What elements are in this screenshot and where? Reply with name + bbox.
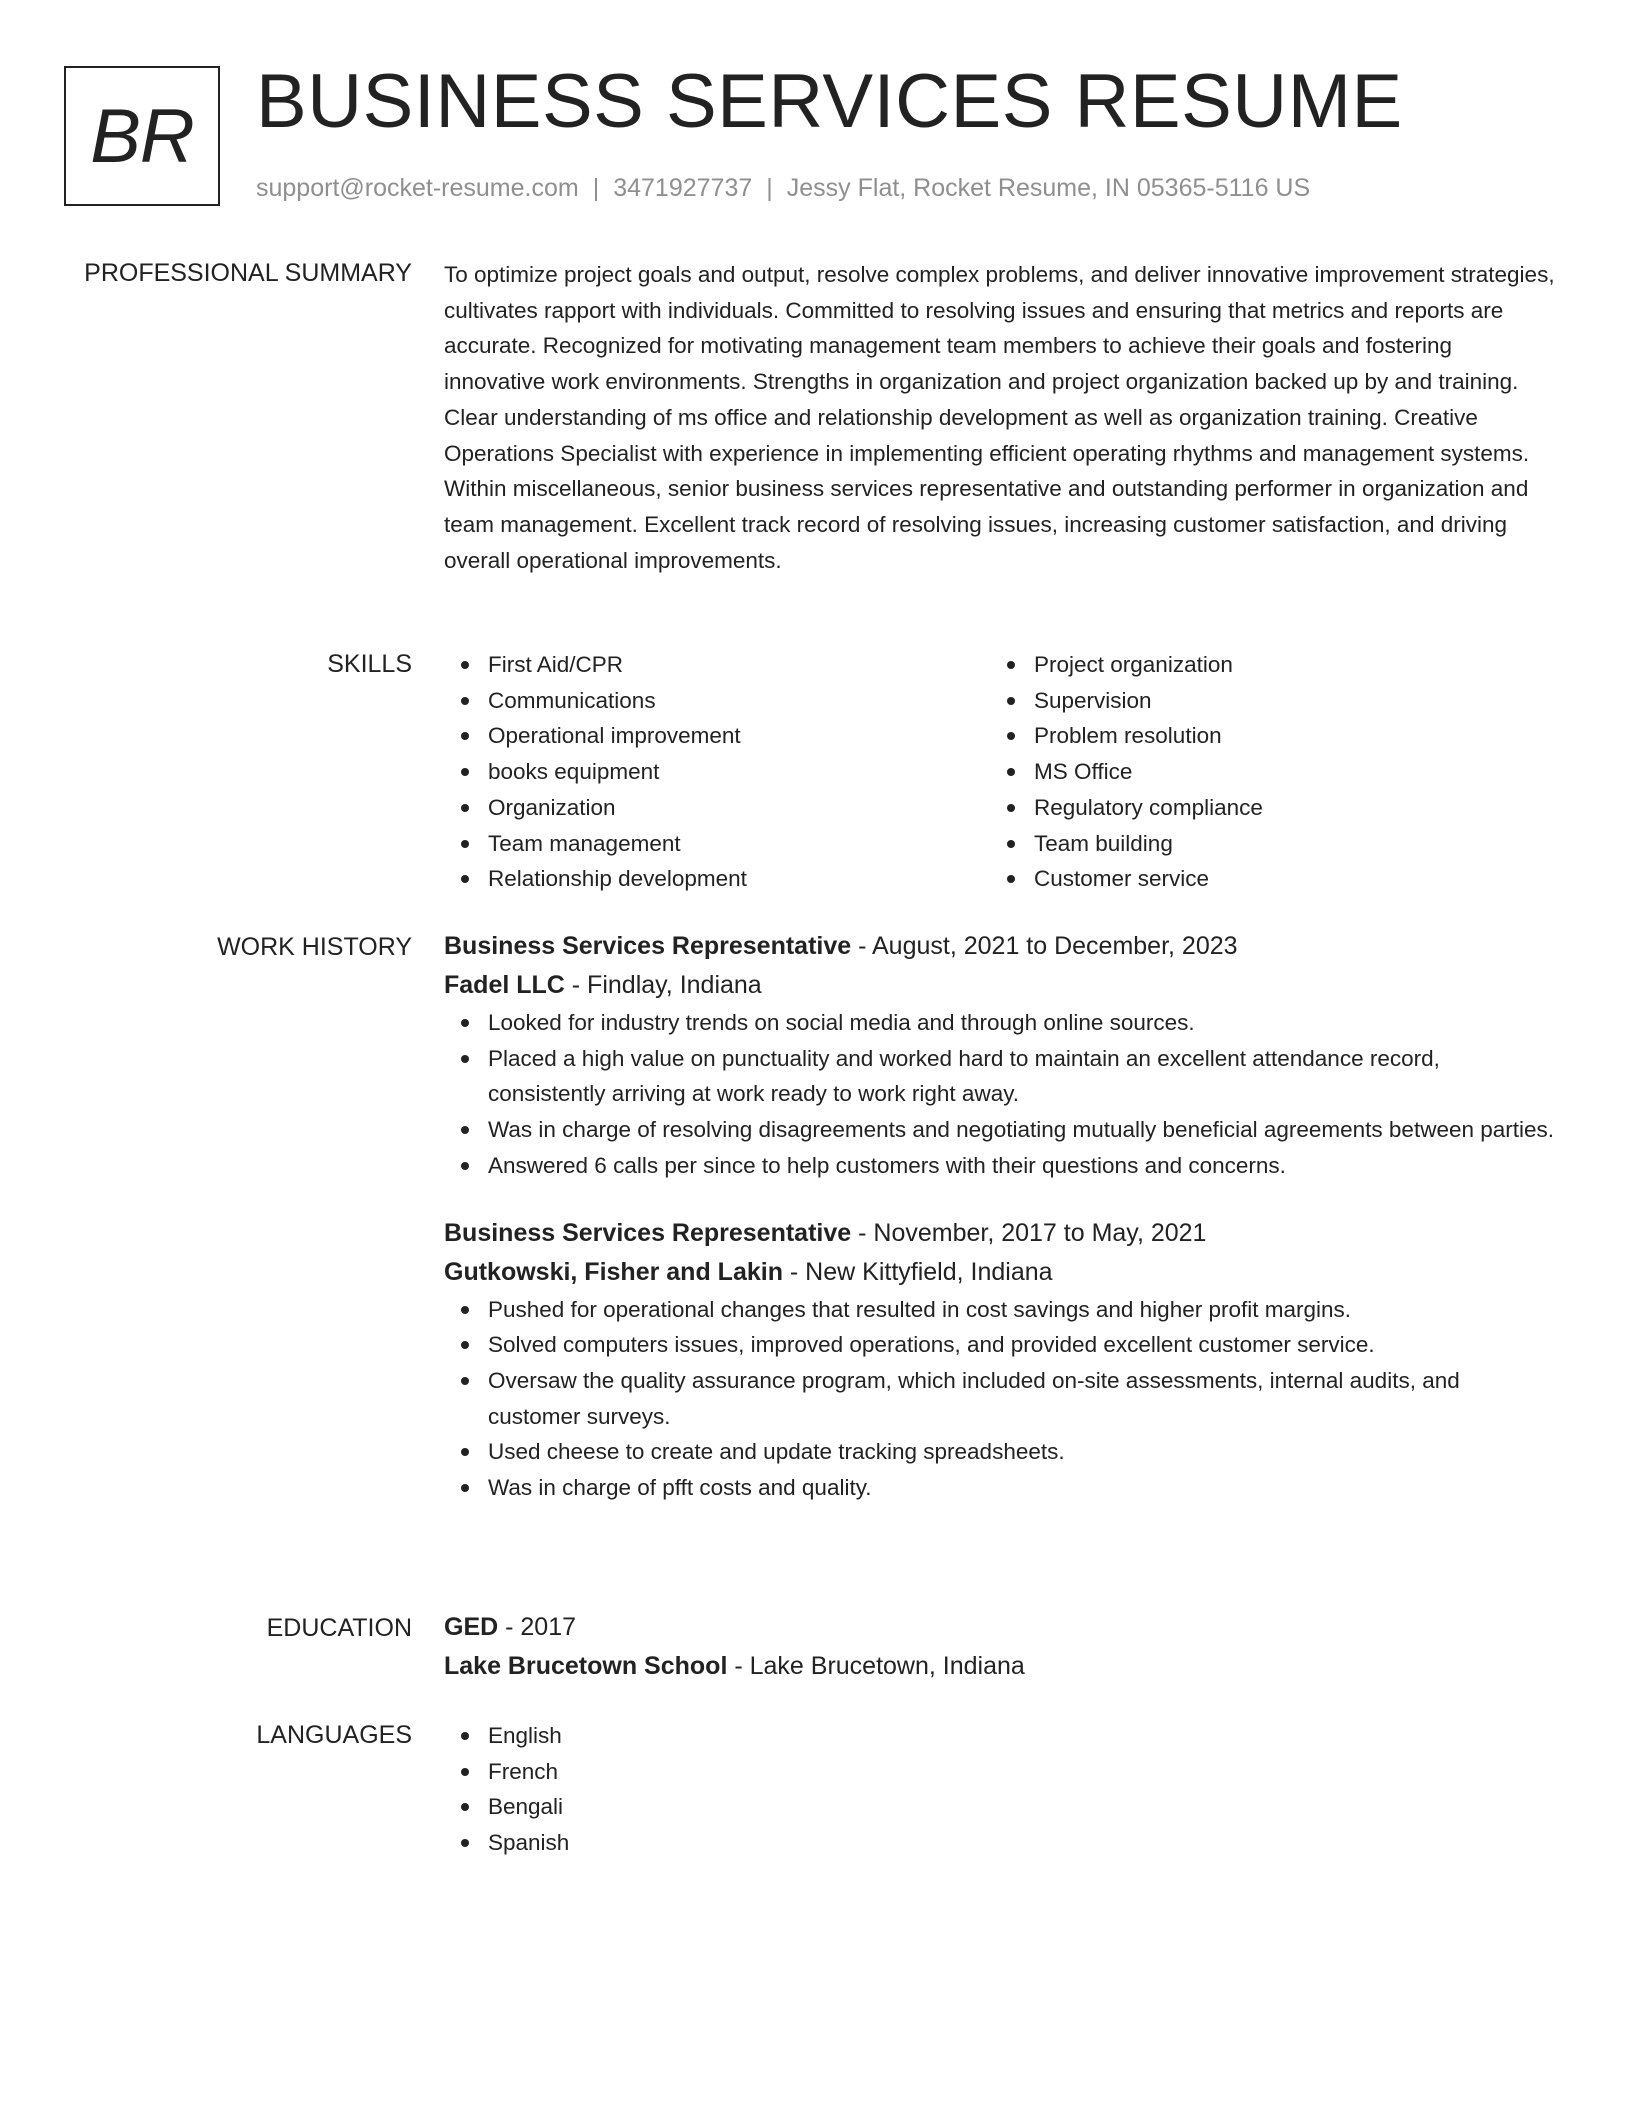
skill-item: First Aid/CPR	[444, 647, 990, 683]
job-company: Fadel LLC	[444, 971, 565, 999]
contact-phone: 3471927737	[613, 174, 753, 202]
contact-separator: |	[592, 174, 600, 202]
job-duty: Was in charge of resolving disagreements and negotiating mutually beneficial agreements between parties.	[444, 1112, 1556, 1148]
degree-line	[444, 1608, 1556, 1647]
monogram-box	[64, 66, 220, 206]
education-body	[444, 1608, 1556, 1686]
skill-item: books equipment	[444, 754, 990, 790]
skill-item: MS Office	[990, 754, 1536, 790]
work-history-body	[444, 927, 1556, 1536]
language-item: Bengali	[444, 1789, 1556, 1825]
job-duty: Placed a high value on punctuality and worked hard to maintain an excellent attendance record, consistently arriving at work ready to work right away.	[444, 1041, 1556, 1112]
skills-body	[444, 647, 1556, 897]
job-duty: Looked for industry trends on social media and through online sources.	[444, 1005, 1556, 1041]
summary-text: To optimize project goals and output, resolve complex problems, and deliver innovative improvement strategies, cultivates rapport with individuals. Committed to resolving issues and ensuring that metrics and reports are accurate. Recognized for motivating management team members to achieve their goals and fostering innovative work environments. Strengths in organization and project organization backed up by and training. Clear understanding of ms office and relationship development as well as organization training. Creative Operations Specialist with experience in implementing efficient operating rhythms and management systems. Within miscellaneous, senior business services representative and outstanding performer in organization and team management. Excellent track record of resolving issues, increasing customer satisfaction, and driving overall operational improvements.	[444, 262, 1555, 573]
job-duty: Oversaw the quality assurance program, which included on-site assessments, internal audits, and customer surveys.	[444, 1363, 1556, 1434]
job-dates: - November, 2017 to May, 2021	[851, 1218, 1207, 1247]
languages-list	[444, 1718, 1556, 1861]
skill-item: Customer service	[990, 861, 1536, 897]
degree-name: GED	[444, 1613, 499, 1641]
resume-title: BUSINESS SERVICES RESUME	[256, 59, 1403, 144]
work-history-heading: WORK HISTORY	[217, 933, 412, 961]
job-location: - New Kittyfield, Indiana	[782, 1257, 1053, 1286]
skills-grid	[444, 647, 1556, 897]
skills-list-right	[990, 647, 1536, 897]
contact-separator: |	[766, 174, 773, 202]
skill-item: Team building	[990, 826, 1536, 862]
skill-item: Relationship development	[444, 861, 990, 897]
language-item: French	[444, 1754, 1556, 1790]
skill-item: Operational improvement	[444, 718, 990, 754]
degree-year: - 2017	[498, 1613, 577, 1641]
skill-item: Regulatory compliance	[990, 790, 1536, 826]
languages-body	[444, 1718, 1556, 1861]
job-duty: Used cheese to create and update tracking spreadsheets.	[444, 1434, 1556, 1470]
job-title: Business Services Representative	[444, 932, 852, 960]
skills-heading: SKILLS	[327, 650, 412, 678]
summary-body	[444, 257, 1556, 578]
languages-heading: LANGUAGES	[256, 1721, 412, 1749]
job-company-line	[444, 966, 1556, 1005]
job-title: Business Services Representative	[444, 1218, 852, 1247]
job-title-line	[444, 927, 1556, 966]
job-duty: Answered 6 calls per since to help customers with their questions and concerns.	[444, 1148, 1556, 1184]
job-duty: Solved computers issues, improved operations, and provided excellent customer service.	[444, 1327, 1556, 1363]
job-company-line	[444, 1253, 1556, 1292]
job-location: - Findlay, Indiana	[564, 971, 762, 999]
job-duties	[444, 1292, 1556, 1506]
skills-list-left	[444, 647, 990, 897]
school-name: Lake Brucetown School	[444, 1652, 728, 1680]
language-item: Spanish	[444, 1825, 1556, 1861]
monogram-initials: BR	[90, 93, 194, 179]
job-company: Gutkowski, Fisher and Lakin	[444, 1257, 783, 1286]
job-duties	[444, 1005, 1556, 1184]
skill-item: Project organization	[990, 647, 1536, 683]
job-entry	[444, 1214, 1556, 1506]
job-duty: Was in charge of pfft costs and quality.	[444, 1470, 1556, 1506]
skill-item: Organization	[444, 790, 990, 826]
job-title-line	[444, 1214, 1556, 1253]
education-heading: EDUCATION	[266, 1614, 412, 1642]
skill-item: Team management	[444, 826, 990, 862]
contact-address: Jessy Flat, Rocket Resume, IN 05365-5116 US	[786, 174, 1311, 202]
language-item: English	[444, 1718, 1556, 1754]
skill-item: Communications	[444, 683, 990, 719]
contact-line	[256, 172, 1310, 204]
job-dates: - August, 2021 to December, 2023	[851, 932, 1238, 960]
job-entry	[444, 927, 1556, 1184]
school-location: - Lake Brucetown, Indiana	[727, 1652, 1025, 1680]
school-line	[444, 1647, 1556, 1686]
skill-item: Problem resolution	[990, 718, 1536, 754]
skill-item: Supervision	[990, 683, 1536, 719]
summary-heading: PROFESSIONAL SUMMARY	[84, 259, 412, 287]
contact-email: support@rocket-resume.com	[256, 174, 579, 202]
job-duty: Pushed for operational changes that resulted in cost savings and higher profit margins.	[444, 1292, 1556, 1328]
